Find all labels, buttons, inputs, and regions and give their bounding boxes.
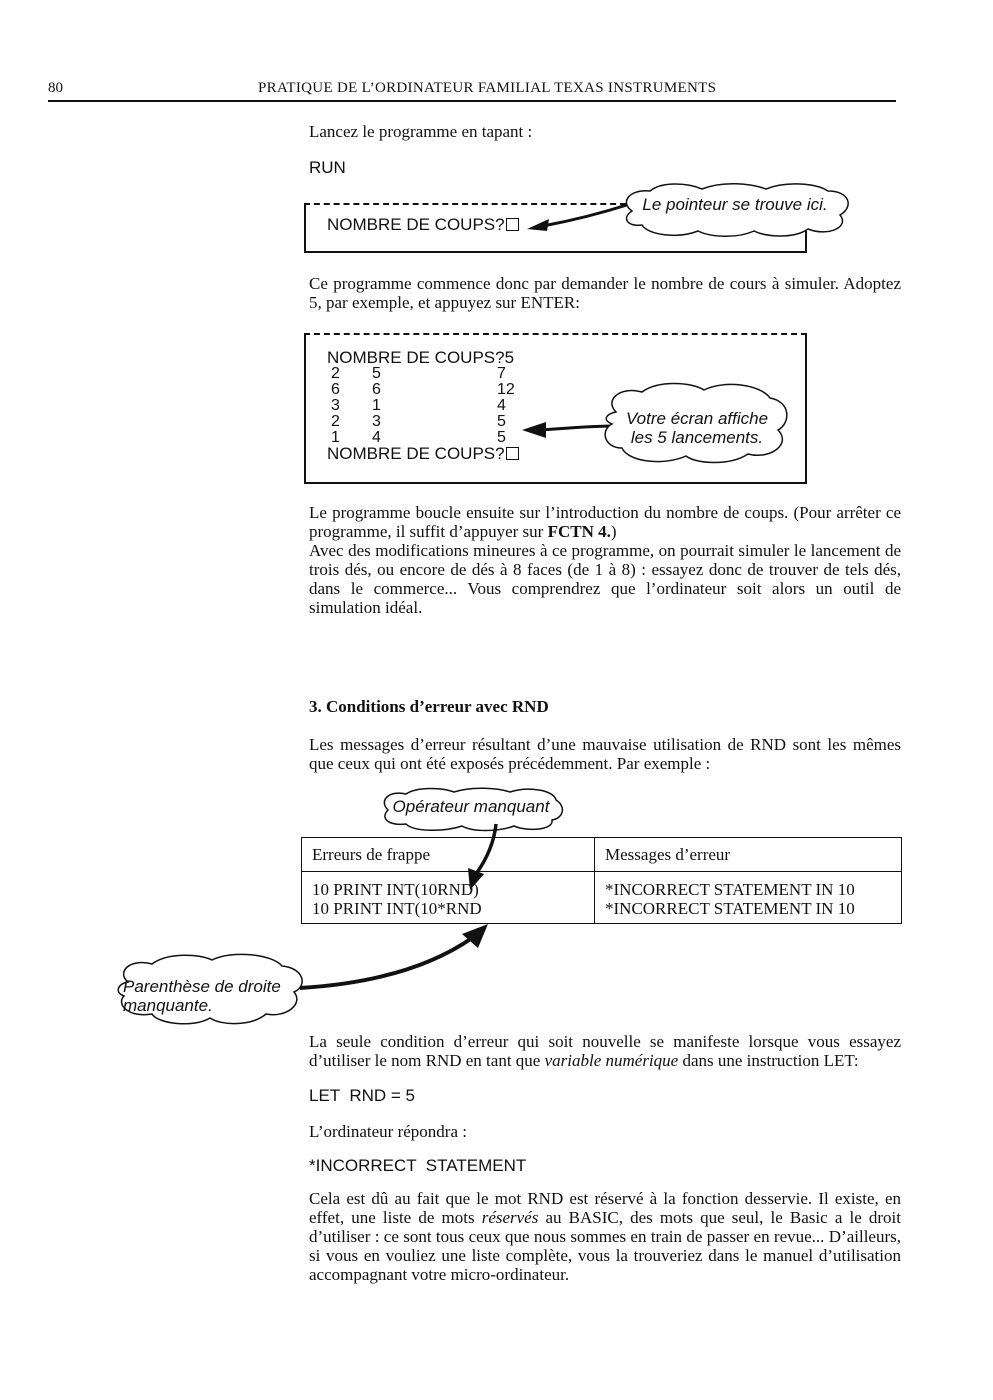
para-loop: Le programme boucle ensuite sur l’introduction du nombre de coups. (Pour arrêter ce programme, il suffit d’appuyer sur FCTN 4.): [309, 503, 901, 541]
screen2-prompt: NOMBRE DE COUPS?5: [327, 348, 515, 367]
section-heading: 3. Conditions d’erreur avec RND: [309, 697, 549, 716]
table-cell: 10 PRINT INT(10RND): [312, 879, 479, 899]
run-command: RUN: [309, 158, 346, 177]
header-rule: [48, 100, 896, 102]
table-body-row: [302, 872, 902, 924]
para-loop-continuation: Avec des modifications mineures à ce programme, on pourrait simuler le lancement de trois dés, ou encore de dés à 8 faces (de 1 à 8) : essayez donc de trouver de tels dés, dans le commerce... Vous comprendrez que l’ordinateur soit alors un outil de simulation idéal.: [309, 541, 901, 617]
table-cell: *INCORRECT STATEMENT IN 10: [605, 898, 855, 918]
screen1-callout: Le pointeur se trouve ici.: [642, 195, 828, 214]
let-command: LET RND = 5: [309, 1086, 415, 1105]
table-header-row: [302, 838, 902, 872]
para-new-condition: La seule condition d’erreur qui soit nouvelle se manifeste lorsque vous essayez d’utiliser le nom RND en tant que variable numérique dans une instruction LET:: [309, 1032, 901, 1070]
screen2-prompt-again: NOMBRE DE COUPS?: [327, 445, 519, 462]
table-cell: *INCORRECT STATEMENT IN 10: [605, 879, 855, 899]
running-title: PRATIQUE DE L’ORDINATEUR FAMILIAL TEXAS INSTRUMENTS: [258, 80, 717, 96]
list-item: 3: [331, 397, 340, 414]
list-item: 1: [331, 429, 340, 446]
final-paragraph: Cela est dû au fait que le mot RND est réservé à la fonction desservie. Il existe, en effet, une liste de mots réservés au BASIC, des mots que seul, le Basic a le droit d’utiliser : ce sont tous ceux que nous sommes en train de passer en revue... D’ailleurs, si vous en vouliez une liste complète, vous la trouveriez dans le manuel d’utilisation accompagnant votre micro-ordinateur.: [309, 1189, 901, 1284]
list-item: 2: [331, 413, 340, 430]
table-header-cell: Erreurs de frappe: [302, 838, 595, 872]
top-callout: Opérateur manquant: [392, 797, 550, 816]
left-callout-arrow: [296, 918, 496, 998]
list-item: 6: [331, 381, 340, 398]
computer-answers: L’ordinateur répondra :: [309, 1122, 467, 1141]
table-header-cell: Messages d’erreur: [595, 838, 902, 872]
section3-intro: Les messages d’erreur résultant d’une mauvaise utilisation de RND sont les mêmes que ceux qui ont été exposés précédemment. Par exemple :: [309, 735, 901, 773]
left-callout: Parenthèse de droite manquante.: [123, 977, 281, 1015]
error-output: *INCORRECT STATEMENT: [309, 1156, 527, 1175]
error-table: [301, 837, 902, 924]
cursor-square-icon: [506, 218, 519, 231]
para-after-screen1: Ce programme commence donc par demander le nombre de cours à simuler. Adoptez 5, par exemple, et appuyez sur ENTER:: [309, 274, 901, 312]
screen2-callout: Votre écran affiche les 5 lancements.: [625, 409, 769, 447]
list-item: 2: [331, 365, 340, 382]
screen1-prompt: NOMBRE DE COUPS?: [327, 215, 519, 235]
run-instruction: Lancez le programme en tapant :: [309, 122, 533, 141]
fctn4-key: FCTN 4.: [547, 522, 611, 541]
cursor-square-icon: [506, 447, 519, 460]
table-cell: 10 PRINT INT(10*RND: [312, 898, 482, 918]
page-number: 80: [48, 80, 63, 96]
